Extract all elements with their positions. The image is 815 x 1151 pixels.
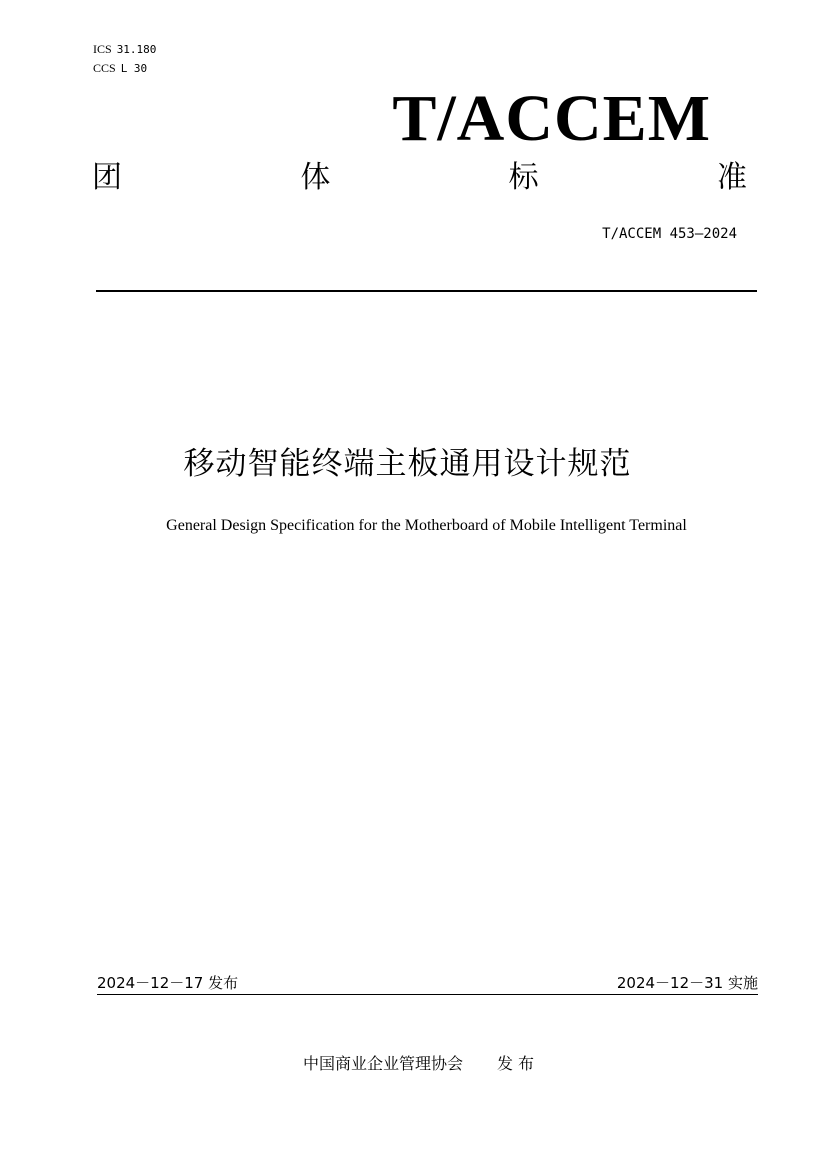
brand-logo-text: T/ACCEM (392, 82, 711, 155)
ccs-code (93, 59, 156, 78)
implementation-date: 2024－12－31 实施 (616, 974, 758, 992)
ccs-value: L 30 (120, 62, 148, 75)
title-chinese: 移动智能终端主板通用设计规范 (183, 446, 632, 482)
issue-date: 2024－12－17 发布 (97, 974, 239, 992)
ics-code (93, 40, 156, 59)
footer-divider (97, 994, 758, 995)
publisher-name: 中国商业企业管理协会 (302, 1054, 463, 1073)
standard-type (92, 158, 747, 198)
standard-type-char: 团 (92, 160, 122, 195)
ccs-label: CCS (93, 61, 116, 75)
publisher-line (0, 1053, 815, 1075)
ics-value: 31.180 (116, 43, 157, 56)
standard-type-char: 体 (300, 160, 331, 195)
standard-number: T/ACCEM 453—2024 (602, 226, 737, 242)
ics-label: ICS (93, 42, 112, 56)
standard-type-char: 标 (508, 160, 539, 195)
standard-type-char: 准 (716, 160, 747, 195)
publisher-action: 发 布 (496, 1054, 535, 1073)
header-divider (96, 290, 757, 292)
title-english: General Design Specification for the Motherboard of Mobile Intelligent Terminal (166, 517, 687, 534)
classification-codes (93, 40, 156, 78)
